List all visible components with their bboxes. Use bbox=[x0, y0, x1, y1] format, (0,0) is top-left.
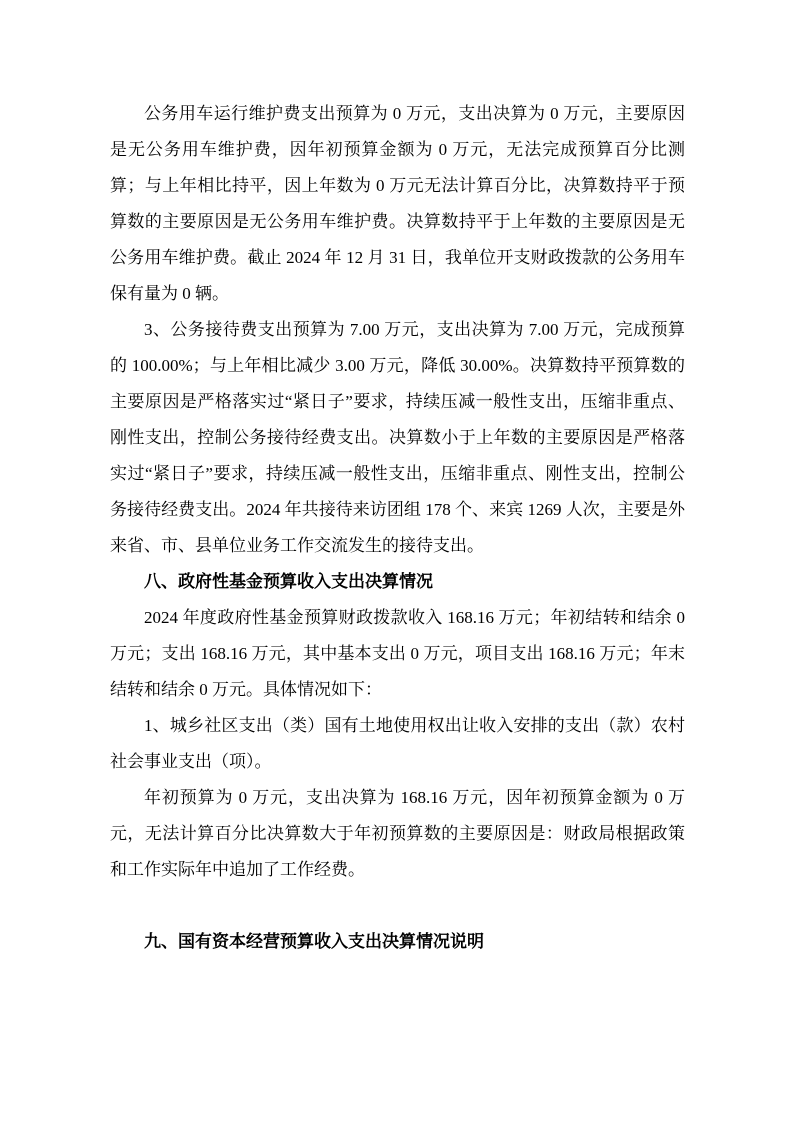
paragraph-initial-budget-explanation: 年初预算为 0 万元，支出决算为 168.16 万元，因年初预算金额为 0 万元，无法计算百分比决算数大于年初预算数的主要原因是：财政局根据政策和工作实际年中追加了工作经费。 bbox=[110, 788, 685, 879]
paragraph-fund-budget-summary: 2024 年度政府性基金预算财政拨款收入 168.16 万元；年初结转和结余 0 万元；支出 168.16 万元，其中基本支出 0 万元，项目支出 168.16 万元；年末结转和结余 0 万元。具体情况如下： bbox=[110, 608, 685, 699]
paragraph-urban-rural-community-expenditure: 1、城乡社区支出（类）国有土地使用权出让收入安排的支出（款）农村社会事业支出（项）。 bbox=[110, 716, 685, 771]
section-heading-9-state-capital-budget: 九、国有资本经营预算收入支出决算情况说明 bbox=[144, 932, 484, 951]
section-heading-8-government-fund-budget: 八、政府性基金预算收入支出决算情况 bbox=[144, 572, 433, 591]
paragraph-official-reception: 3、公务接待费支出预算为 7.00 万元，支出决算为 7.00 万元，完成预算的 100.00%；与上年相比减少 3.00 万元，降低 30.00%。决算数持平预算数的主要原因是严格落实过“紧日子”要求，持续压减一般性支出，压缩非重点、刚性支出，控制公务接待经费支出。决算数小于上年数的主要原因是严格落实过“紧日子”要求，持续压减一般性支出，压缩非重点、刚性支出，控制公务接待经费支出。2024 年共接待来访团组 178 个、来宾 1269 人次，主要是外来省、市、县单位业务工作交流发生的接待支出。 bbox=[110, 320, 685, 555]
paragraph-vehicle-maintenance: 公务用车运行维护费支出预算为 0 万元，支出决算为 0 万元，主要原因是无公务用车维护费，因年初预算金额为 0 万元，无法完成预算百分比测算；与上年相比持平，因上年数为 0 万元无法计算百分比，决算数持平于预算数的主要原因是无公务用车维护费。决算数持平于上年数的主要原因是无公务用车维护费。截止 2024 年 12 月 31 日，我单位开支财政拨款的公务用车保有量为 0 辆。 bbox=[110, 104, 685, 303]
document-body bbox=[110, 96, 685, 960]
